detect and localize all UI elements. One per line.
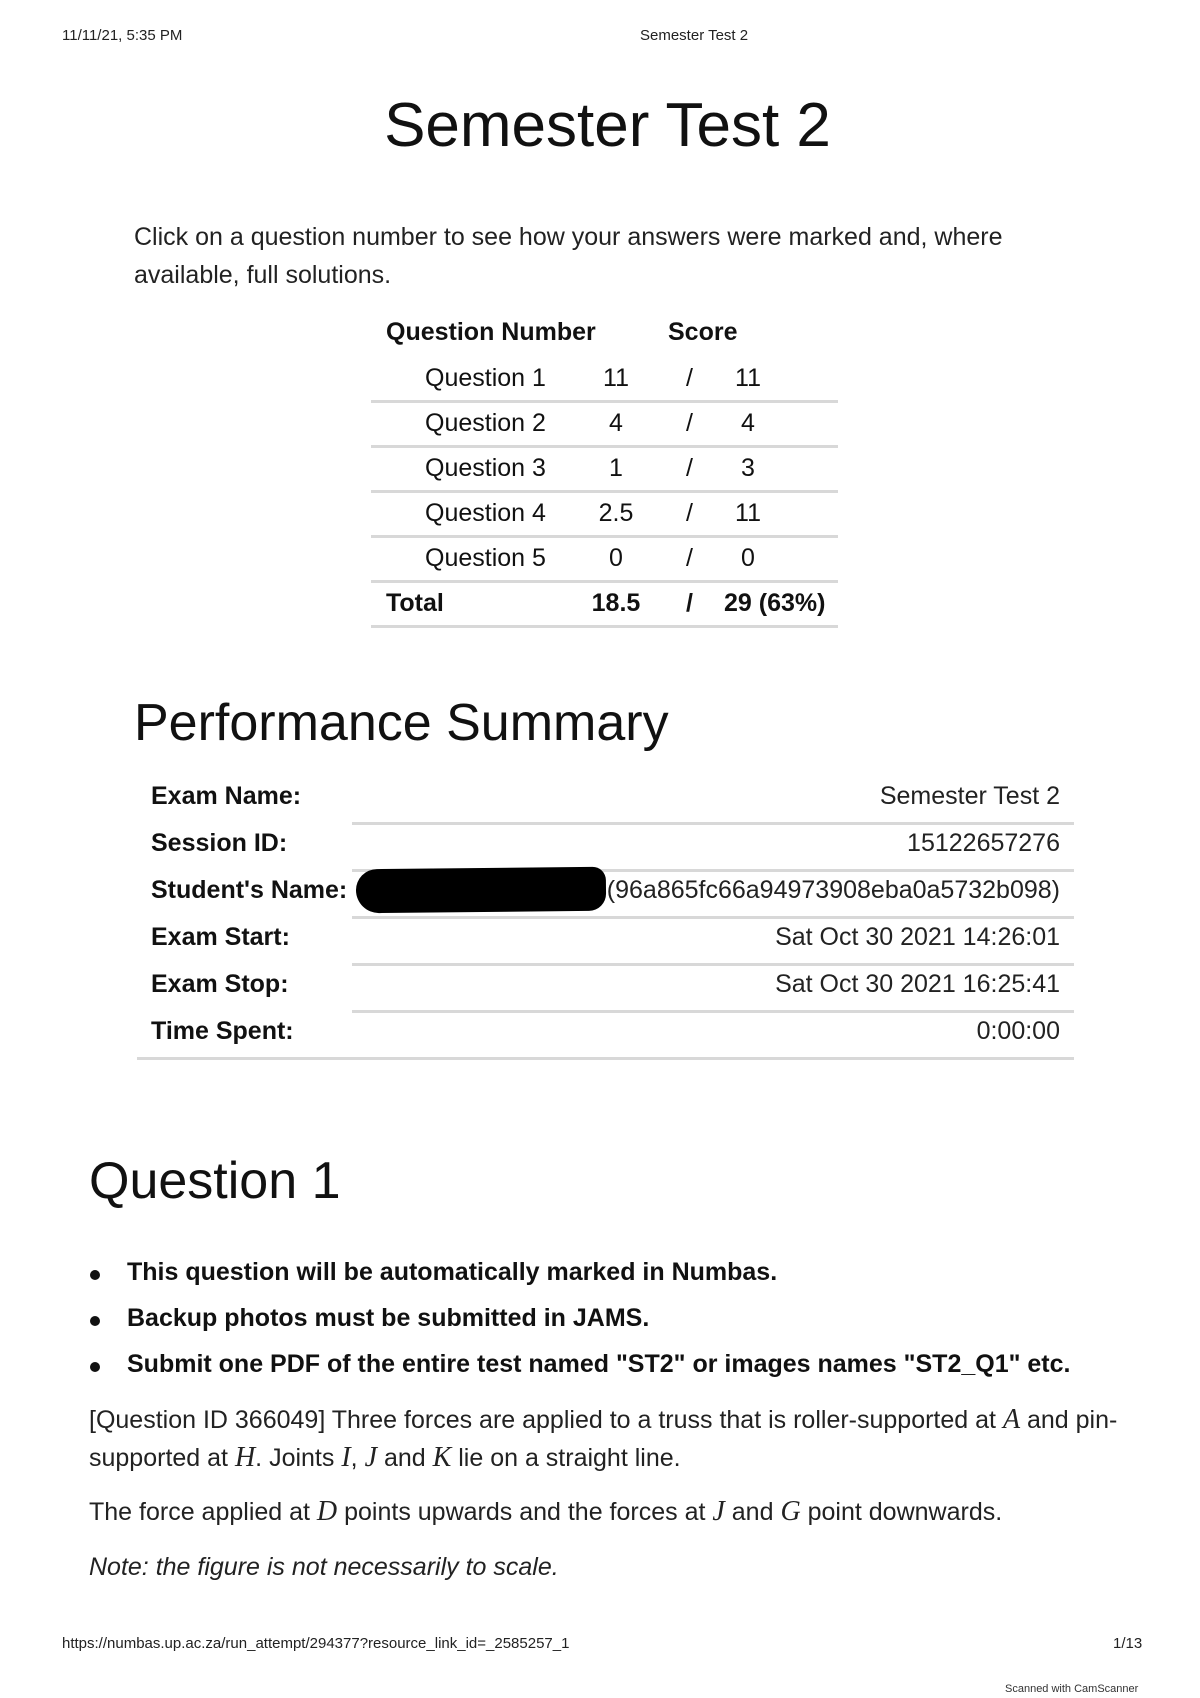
total-row (371, 583, 838, 628)
question-link[interactable]: Question 4 (425, 499, 546, 527)
summary-row (137, 966, 1074, 1013)
math-symbol: G (780, 1496, 801, 1527)
question-max-score: 4 (741, 409, 755, 437)
list-item (90, 1304, 1140, 1350)
question-1-note: Note: the figure is not necessarily to scale. (89, 1553, 559, 1581)
list-item (90, 1350, 1140, 1396)
question-score: 4 (609, 409, 623, 437)
question-1-forces (89, 1493, 1119, 1531)
total-label: Total (386, 589, 444, 617)
bullet-icon (90, 1362, 100, 1372)
question-1-description (89, 1401, 1119, 1477)
summary-row (137, 778, 1074, 825)
question-link[interactable]: Question 3 (425, 454, 546, 482)
performance-summary-title: Performance Summary (134, 694, 669, 752)
math-symbol: A (1002, 1404, 1021, 1435)
text-fragment: The force applied at (89, 1498, 317, 1526)
table-row[interactable] (371, 403, 838, 448)
score-slash: / (686, 409, 693, 437)
print-header-title: Semester Test 2 (640, 27, 749, 44)
question-link[interactable]: Question 1 (425, 364, 546, 392)
summary-value: Sat Oct 30 2021 16:25:41 (775, 970, 1060, 998)
question-score: 1 (609, 454, 623, 482)
page-title: Semester Test 2 (384, 91, 831, 160)
summary-value: Sat Oct 30 2021 14:26:01 (775, 923, 1060, 951)
summary-row (137, 1013, 1074, 1060)
performance-summary-table (137, 778, 1074, 1060)
name-redaction (356, 867, 606, 914)
summary-label: Exam Stop: (151, 970, 289, 998)
question-link[interactable]: Question 2 (425, 409, 546, 437)
question-1-title: Question 1 (89, 1152, 341, 1210)
text-fragment: and (377, 1444, 433, 1472)
summary-row (137, 825, 1074, 872)
text-fragment: [Question ID 366049] Three forces are applied to a truss that is roller-supported at (89, 1406, 1003, 1434)
summary-row (137, 919, 1074, 966)
math-symbol: D (316, 1496, 338, 1527)
math-symbol: J (364, 1442, 377, 1473)
table-row[interactable] (371, 538, 838, 583)
instruction-text: Backup photos must be submitted in JAMS. (127, 1304, 650, 1332)
table-row[interactable] (371, 493, 838, 538)
text-fragment: and pin-supported at (89, 1406, 1118, 1472)
bullet-icon (90, 1270, 100, 1280)
instruction-text: Submit one PDF of the entire test named "ST2" or images names "ST2_Q1" etc. (127, 1350, 1071, 1378)
math-symbol: H (234, 1442, 256, 1473)
summary-label: Time Spent: (151, 1017, 294, 1045)
question-link[interactable]: Question 5 (425, 544, 546, 572)
text-fragment: , (350, 1444, 365, 1472)
score-slash: / (686, 589, 693, 617)
print-footer-url: https://numbas.up.ac.za/run_attempt/294377?resource_link_id=_2585257_1 (62, 1635, 570, 1652)
list-item (90, 1258, 1140, 1304)
question-max-score: 11 (735, 499, 761, 527)
math-symbol: J (712, 1496, 725, 1527)
text-fragment: point downwards. (800, 1498, 1003, 1526)
score-table-header (371, 318, 838, 358)
print-header-datetime: 11/11/21, 5:35 PM (62, 27, 183, 44)
row-divider (137, 1057, 1074, 1060)
summary-value: (96a865fc66a94973908eba0a5732b098) (606, 876, 1060, 904)
question-1-instructions (90, 1258, 1140, 1396)
header-question-number: Question Number (386, 318, 596, 346)
header-score: Score (668, 318, 738, 346)
question-score: 0 (609, 544, 623, 572)
question-max-score: 0 (741, 544, 755, 572)
score-slash: / (686, 499, 693, 527)
score-slash: / (686, 364, 693, 392)
scan-watermark: Scanned with CamScanner (1005, 1683, 1139, 1695)
total-score: 18.5 (591, 589, 641, 617)
table-row[interactable] (371, 358, 838, 403)
question-max-score: 11 (735, 364, 761, 392)
text-fragment: lie on a straight line. (451, 1444, 681, 1472)
print-footer-page: 1/13 (1113, 1635, 1143, 1652)
instruction-text: This question will be automatically marked in Numbas. (127, 1258, 778, 1286)
total-max-score: 29 (63%) (724, 589, 826, 617)
question-max-score: 3 (741, 454, 755, 482)
score-slash: / (686, 454, 693, 482)
summary-value: 0:00:00 (976, 1017, 1060, 1045)
text-fragment: . Joints (255, 1444, 342, 1472)
summary-value: Semester Test 2 (879, 782, 1060, 810)
bullet-icon (90, 1316, 100, 1326)
math-symbol: K (432, 1442, 452, 1473)
text-fragment: points upwards and the forces at (337, 1498, 713, 1526)
summary-value: 15122657276 (907, 829, 1060, 857)
intro-text: Click on a question number to see how your answers were marked and, where available, full solutions. (134, 223, 1003, 289)
score-slash: / (686, 544, 693, 572)
question-score: 2.5 (598, 499, 634, 527)
table-row[interactable] (371, 448, 838, 493)
summary-label: Exam Start: (151, 923, 290, 951)
text-fragment: and (724, 1498, 781, 1526)
question-score: 11 (603, 364, 629, 392)
summary-label: Session ID: (151, 829, 288, 857)
summary-label: Exam Name: (151, 782, 302, 810)
math-symbol: I (341, 1442, 351, 1473)
summary-label: Student's Name: (151, 876, 348, 904)
score-table (371, 318, 838, 628)
